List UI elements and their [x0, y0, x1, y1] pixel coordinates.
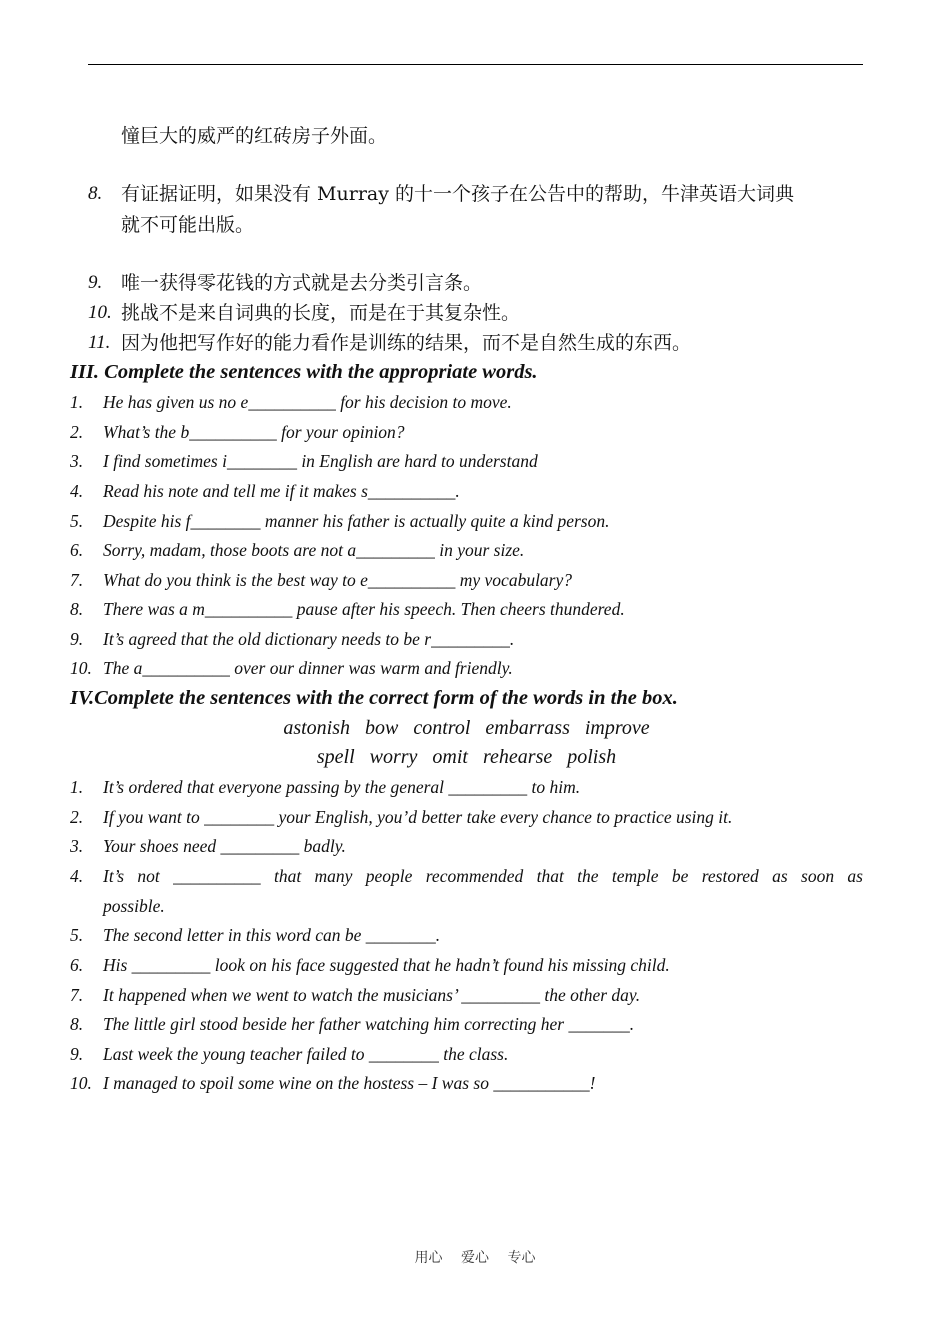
word-box-line: astonish bow control embarrass improve: [283, 717, 650, 739]
item-text: It’s not __________ that many people recommended that the temple be restored as soon as: [103, 866, 863, 886]
item-number: 7.: [70, 570, 84, 590]
item-text: What’s the b__________ for your opinion?: [103, 422, 405, 442]
item-text: Sorry, madam, those boots are not a_________ in your size.: [103, 540, 525, 560]
item-text: I managed to spoil some wine on the hostess – I was so ___________!: [103, 1073, 596, 1093]
item-number: 4.: [70, 481, 84, 501]
item-number: 7.: [70, 985, 84, 1005]
item-text: I find sometimes i________ in English are hard to understand: [103, 451, 538, 471]
translation-text: 因为他把写作好的能力看作是训练的结果，而不是自然生成的东西。: [121, 332, 692, 354]
item-number: 8.: [70, 1014, 84, 1034]
item-number: 5.: [70, 511, 84, 531]
item-number: 8.: [88, 183, 103, 204]
item-text: What do you think is the best way to e__________ my vocabulary?: [103, 570, 573, 590]
item-text: The second letter in this word can be ________.: [103, 925, 441, 945]
item-text: Despite his f________ manner his father is actually quite a kind person.: [103, 511, 610, 531]
item-text: The little girl stood beside her father watching him correcting her _______.: [103, 1014, 635, 1034]
item-number: 10.: [88, 302, 112, 323]
word-box-line: spell worry omit rehearse polish: [316, 746, 617, 768]
item-number: 6.: [70, 540, 84, 560]
section-3-heading: III. Complete the sentences with the appropriate words.: [70, 361, 538, 383]
item-text: Your shoes need _________ badly.: [103, 836, 346, 856]
item-text: The a__________ over our dinner was warm and friendly.: [103, 658, 513, 678]
item-number: 2.: [70, 807, 84, 827]
item-number: 10.: [70, 1073, 92, 1093]
item-number: 11.: [88, 332, 111, 353]
page-footer: 用心 爱心 专心: [414, 1250, 536, 1266]
item-number: 8.: [70, 599, 84, 619]
item-number: 3.: [70, 451, 84, 471]
item-number: 2.: [70, 422, 84, 442]
item-text: It happened when we went to watch the musicians’ _________ the other day.: [103, 985, 641, 1005]
translation-text: 挑战不是来自词典的长度，而是在于其复杂性。: [121, 302, 521, 324]
item-number: 1.: [70, 392, 84, 412]
translation-text: 憧巨大的威严的红砖房子外面。: [121, 125, 388, 147]
item-number: 10.: [70, 658, 92, 678]
item-text: There was a m__________ pause after his speech. Then cheers thundered.: [103, 599, 625, 619]
item-text: Read his note and tell me if it makes s__________.: [103, 481, 460, 501]
item-number: 1.: [70, 777, 84, 797]
translation-text: 就不可能出版。: [121, 214, 255, 236]
header-rule: [88, 64, 863, 65]
item-number: 3.: [70, 836, 84, 856]
item-number: 9.: [70, 1044, 84, 1064]
item-text: It’s agreed that the old dictionary needs to be r_________.: [103, 629, 515, 649]
item-number: 5.: [70, 925, 84, 945]
item-text: Last week the young teacher failed to ________ the class.: [103, 1044, 509, 1064]
item-text: He has given us no e__________ for his decision to move.: [103, 392, 512, 412]
item-number: 9.: [88, 272, 103, 293]
item-number: 6.: [70, 955, 84, 975]
item-text: His _________ look on his face suggested that he hadn’t found his missing child.: [103, 955, 670, 975]
item-number: 9.: [70, 629, 84, 649]
item-text: If you want to ________ your English, you’d better take every chance to practice using it.: [103, 807, 733, 827]
translation-text: 有证据证明，如果没有 Murray 的十一个孩子在公告中的帮助，牛津英语大词典: [121, 183, 794, 205]
section-4-heading: IV.Complete the sentences with the correct form of the words in the box.: [70, 687, 678, 709]
item-text-continuation: possible.: [103, 896, 165, 916]
translation-text: 唯一获得零花钱的方式就是去分类引言条。: [121, 272, 483, 294]
item-text: It’s ordered that everyone passing by the general _________ to him.: [103, 777, 581, 797]
item-number: 4.: [70, 866, 84, 886]
